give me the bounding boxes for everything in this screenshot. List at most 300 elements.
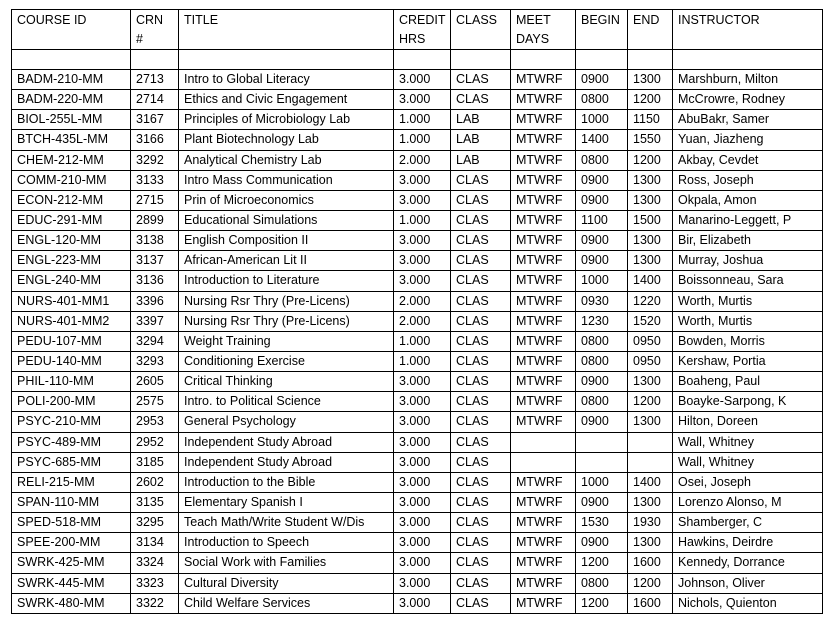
cell-class: CLAS xyxy=(451,372,511,392)
cell-crn: 3293 xyxy=(131,351,179,371)
cell-class: CLAS xyxy=(451,472,511,492)
cell-title: Nursing Rsr Thry (Pre-Licens) xyxy=(179,291,394,311)
cell-credit-hrs: 1.000 xyxy=(394,210,451,230)
table-row xyxy=(12,90,823,110)
cell-crn: 3324 xyxy=(131,553,179,573)
cell-class: CLAS xyxy=(451,351,511,371)
cell-crn: 2899 xyxy=(131,210,179,230)
cell-crn: 3167 xyxy=(131,110,179,130)
cell-end: 1200 xyxy=(628,392,673,412)
cell-meet-days: MTWRF xyxy=(511,170,576,190)
cell-title: Social Work with Families xyxy=(179,553,394,573)
cell-title: Nursing Rsr Thry (Pre-Licens) xyxy=(179,311,394,331)
cell-instructor: Hawkins, Deirdre xyxy=(673,533,823,553)
cell-class: CLAS xyxy=(451,271,511,291)
cell-title: Cultural Diversity xyxy=(179,573,394,593)
cell-credit-hrs: 2.000 xyxy=(394,291,451,311)
cell-instructor: Kershaw, Portia xyxy=(673,351,823,371)
cell-title: Critical Thinking xyxy=(179,372,394,392)
cell-meet-days: MTWRF xyxy=(511,231,576,251)
cell-instructor: Murray, Joshua xyxy=(673,251,823,271)
cell-title: Prin of Microeconomics xyxy=(179,190,394,210)
column-header-line1: BEGIN xyxy=(581,13,620,27)
table-row xyxy=(12,291,823,311)
empty-cell xyxy=(451,50,511,70)
cell-meet-days xyxy=(511,432,576,452)
cell-title: Teach Math/Write Student W/Dis xyxy=(179,513,394,533)
cell-title: Plant Biotechnology Lab xyxy=(179,130,394,150)
cell-class: CLAS xyxy=(451,553,511,573)
cell-begin: 1530 xyxy=(576,513,628,533)
cell-meet-days: MTWRF xyxy=(511,372,576,392)
cell-begin: 0900 xyxy=(576,533,628,553)
cell-title: Intro. to Political Science xyxy=(179,392,394,412)
cell-instructor: Worth, Murtis xyxy=(673,311,823,331)
cell-credit-hrs: 3.000 xyxy=(394,412,451,432)
table-row xyxy=(12,170,823,190)
cell-class: CLAS xyxy=(451,492,511,512)
cell-begin: 0900 xyxy=(576,170,628,190)
cell-end: 1500 xyxy=(628,210,673,230)
column-header-instructor xyxy=(673,10,823,50)
cell-class: CLAS xyxy=(451,210,511,230)
cell-meet-days: MTWRF xyxy=(511,593,576,613)
cell-crn: 3138 xyxy=(131,231,179,251)
cell-begin: 1200 xyxy=(576,553,628,573)
cell-credit-hrs: 2.000 xyxy=(394,311,451,331)
course-schedule-table xyxy=(11,9,823,614)
cell-credit-hrs: 3.000 xyxy=(394,372,451,392)
cell-course-id: ENGL-120-MM xyxy=(12,231,131,251)
cell-title: Independent Study Abroad xyxy=(179,432,394,452)
cell-title: Introduction to Literature xyxy=(179,271,394,291)
empty-cell xyxy=(673,50,823,70)
cell-course-id: SPED-518-MM xyxy=(12,513,131,533)
table-row xyxy=(12,533,823,553)
cell-course-id: EDUC-291-MM xyxy=(12,210,131,230)
table-row xyxy=(12,210,823,230)
cell-credit-hrs: 3.000 xyxy=(394,472,451,492)
header-row xyxy=(12,10,823,50)
cell-credit-hrs: 1.000 xyxy=(394,110,451,130)
cell-course-id: PEDU-140-MM xyxy=(12,351,131,371)
cell-instructor: Lorenzo Alonso, M xyxy=(673,492,823,512)
cell-begin: 1000 xyxy=(576,110,628,130)
cell-begin: 0900 xyxy=(576,190,628,210)
cell-end: 1600 xyxy=(628,593,673,613)
cell-credit-hrs: 3.000 xyxy=(394,90,451,110)
table-row xyxy=(12,271,823,291)
cell-crn: 3135 xyxy=(131,492,179,512)
cell-crn: 2575 xyxy=(131,392,179,412)
table-row xyxy=(12,452,823,472)
table-row xyxy=(12,372,823,392)
cell-crn: 3166 xyxy=(131,130,179,150)
cell-title: Intro Mass Communication xyxy=(179,170,394,190)
cell-course-id: BADM-210-MM xyxy=(12,70,131,90)
cell-credit-hrs: 3.000 xyxy=(394,533,451,553)
cell-begin: 0800 xyxy=(576,351,628,371)
cell-instructor: Shamberger, C xyxy=(673,513,823,533)
cell-credit-hrs: 3.000 xyxy=(394,432,451,452)
cell-course-id: CHEM-212-MM xyxy=(12,150,131,170)
cell-begin: 0900 xyxy=(576,70,628,90)
cell-end: 1300 xyxy=(628,533,673,553)
column-header-line2: DAYS xyxy=(516,32,550,46)
cell-end: 1600 xyxy=(628,553,673,573)
cell-end: 1200 xyxy=(628,573,673,593)
cell-meet-days: MTWRF xyxy=(511,210,576,230)
cell-crn: 3396 xyxy=(131,291,179,311)
table-body xyxy=(12,50,823,614)
cell-instructor: Ross, Joseph xyxy=(673,170,823,190)
cell-course-id: SPEE-200-MM xyxy=(12,533,131,553)
empty-cell xyxy=(576,50,628,70)
column-header-credit-hrs xyxy=(394,10,451,50)
cell-meet-days: MTWRF xyxy=(511,513,576,533)
cell-crn: 3134 xyxy=(131,533,179,553)
cell-end: 1150 xyxy=(628,110,673,130)
cell-course-id: BTCH-435L-MM xyxy=(12,130,131,150)
table-row xyxy=(12,432,823,452)
cell-class: CLAS xyxy=(451,593,511,613)
cell-title: General Psychology xyxy=(179,412,394,432)
cell-instructor: Osei, Joseph xyxy=(673,472,823,492)
table-row xyxy=(12,110,823,130)
cell-title: Intro to Global Literacy xyxy=(179,70,394,90)
cell-class: LAB xyxy=(451,130,511,150)
cell-course-id: PSYC-210-MM xyxy=(12,412,131,432)
cell-instructor: Wall, Whitney xyxy=(673,452,823,472)
cell-instructor: Marshburn, Milton xyxy=(673,70,823,90)
cell-meet-days: MTWRF xyxy=(511,110,576,130)
cell-end: 1300 xyxy=(628,251,673,271)
table-row xyxy=(12,251,823,271)
cell-crn: 2605 xyxy=(131,372,179,392)
column-header-line1: COURSE ID xyxy=(17,13,87,27)
cell-crn: 3133 xyxy=(131,170,179,190)
cell-crn: 2715 xyxy=(131,190,179,210)
cell-title: African-American Lit II xyxy=(179,251,394,271)
column-header-end xyxy=(628,10,673,50)
cell-begin: 1000 xyxy=(576,271,628,291)
column-header-line1: INSTRUCTOR xyxy=(678,13,760,27)
cell-title: Educational Simulations xyxy=(179,210,394,230)
cell-credit-hrs: 3.000 xyxy=(394,231,451,251)
column-header-crn xyxy=(131,10,179,50)
cell-begin: 0800 xyxy=(576,331,628,351)
cell-course-id: SWRK-445-MM xyxy=(12,573,131,593)
cell-course-id: NURS-401-MM2 xyxy=(12,311,131,331)
column-header-line1: CRN xyxy=(136,13,164,27)
cell-instructor: Boaheng, Paul xyxy=(673,372,823,392)
cell-course-id: ECON-212-MM xyxy=(12,190,131,210)
cell-instructor: Kennedy, Dorrance xyxy=(673,553,823,573)
cell-begin: 0800 xyxy=(576,573,628,593)
cell-class: CLAS xyxy=(451,392,511,412)
cell-course-id: SPAN-110-MM xyxy=(12,492,131,512)
cell-course-id: POLI-200-MM xyxy=(12,392,131,412)
cell-meet-days: MTWRF xyxy=(511,392,576,412)
table-row xyxy=(12,492,823,512)
cell-crn: 2952 xyxy=(131,432,179,452)
cell-instructor: Bowden, Morris xyxy=(673,331,823,351)
cell-credit-hrs: 3.000 xyxy=(394,573,451,593)
cell-meet-days: MTWRF xyxy=(511,70,576,90)
cell-meet-days: MTWRF xyxy=(511,331,576,351)
cell-meet-days: MTWRF xyxy=(511,90,576,110)
cell-credit-hrs: 1.000 xyxy=(394,130,451,150)
cell-class: CLAS xyxy=(451,331,511,351)
empty-cell xyxy=(179,50,394,70)
cell-course-id: NURS-401-MM1 xyxy=(12,291,131,311)
cell-instructor: AbuBakr, Samer xyxy=(673,110,823,130)
cell-meet-days: MTWRF xyxy=(511,472,576,492)
cell-instructor: Worth, Murtis xyxy=(673,291,823,311)
empty-cell xyxy=(628,50,673,70)
cell-credit-hrs: 3.000 xyxy=(394,392,451,412)
cell-crn: 3295 xyxy=(131,513,179,533)
cell-begin: 0900 xyxy=(576,372,628,392)
cell-end: 1200 xyxy=(628,90,673,110)
cell-crn: 2953 xyxy=(131,412,179,432)
cell-instructor: Bir, Elizabeth xyxy=(673,231,823,251)
cell-end xyxy=(628,432,673,452)
cell-credit-hrs: 3.000 xyxy=(394,452,451,472)
cell-title: Child Welfare Services xyxy=(179,593,394,613)
cell-meet-days: MTWRF xyxy=(511,130,576,150)
cell-end: 1220 xyxy=(628,291,673,311)
cell-crn: 3137 xyxy=(131,251,179,271)
cell-title: Introduction to Speech xyxy=(179,533,394,553)
cell-credit-hrs: 1.000 xyxy=(394,351,451,371)
cell-credit-hrs: 3.000 xyxy=(394,70,451,90)
cell-crn: 3323 xyxy=(131,573,179,593)
cell-instructor: Yuan, Jiazheng xyxy=(673,130,823,150)
cell-meet-days: MTWRF xyxy=(511,150,576,170)
column-header-course-id xyxy=(12,10,131,50)
cell-instructor: Wall, Whitney xyxy=(673,432,823,452)
table-row xyxy=(12,190,823,210)
cell-class: CLAS xyxy=(451,412,511,432)
cell-course-id: BIOL-255L-MM xyxy=(12,110,131,130)
cell-meet-days: MTWRF xyxy=(511,553,576,573)
cell-class: CLAS xyxy=(451,573,511,593)
cell-instructor: Nichols, Quienton xyxy=(673,593,823,613)
table-row xyxy=(12,472,823,492)
cell-crn: 2714 xyxy=(131,90,179,110)
cell-class: CLAS xyxy=(451,513,511,533)
cell-credit-hrs: 3.000 xyxy=(394,492,451,512)
table-row xyxy=(12,392,823,412)
cell-course-id: SWRK-480-MM xyxy=(12,593,131,613)
table-row xyxy=(12,351,823,371)
column-header-line1: TITLE xyxy=(184,13,219,27)
table-row xyxy=(12,70,823,90)
cell-course-id: ENGL-223-MM xyxy=(12,251,131,271)
cell-begin: 0900 xyxy=(576,231,628,251)
cell-credit-hrs: 3.000 xyxy=(394,251,451,271)
cell-crn: 3185 xyxy=(131,452,179,472)
cell-instructor: Hilton, Doreen xyxy=(673,412,823,432)
cell-credit-hrs: 1.000 xyxy=(394,331,451,351)
cell-course-id: SWRK-425-MM xyxy=(12,553,131,573)
cell-crn: 2713 xyxy=(131,70,179,90)
cell-begin: 0800 xyxy=(576,90,628,110)
cell-end: 1930 xyxy=(628,513,673,533)
column-header-line2: # xyxy=(136,32,143,46)
table-row xyxy=(12,593,823,613)
cell-end: 1300 xyxy=(628,170,673,190)
cell-credit-hrs: 3.000 xyxy=(394,271,451,291)
column-header-class xyxy=(451,10,511,50)
cell-begin xyxy=(576,432,628,452)
spacer-row xyxy=(12,50,823,70)
cell-credit-hrs: 3.000 xyxy=(394,513,451,533)
cell-class: LAB xyxy=(451,110,511,130)
cell-begin: 1000 xyxy=(576,472,628,492)
cell-instructor: McCrowre, Rodney xyxy=(673,90,823,110)
cell-course-id: PHIL-110-MM xyxy=(12,372,131,392)
table-row xyxy=(12,130,823,150)
cell-course-id: PEDU-107-MM xyxy=(12,331,131,351)
cell-instructor: Akbay, Cevdet xyxy=(673,150,823,170)
cell-title: English Composition II xyxy=(179,231,394,251)
column-header-meet-days xyxy=(511,10,576,50)
column-header-line1: MEET xyxy=(516,13,551,27)
cell-course-id: RELI-215-MM xyxy=(12,472,131,492)
cell-class: CLAS xyxy=(451,231,511,251)
cell-end: 1300 xyxy=(628,412,673,432)
cell-end: 1550 xyxy=(628,130,673,150)
cell-begin: 1230 xyxy=(576,311,628,331)
cell-title: Independent Study Abroad xyxy=(179,452,394,472)
cell-meet-days: MTWRF xyxy=(511,291,576,311)
cell-crn: 3397 xyxy=(131,311,179,331)
column-header-begin xyxy=(576,10,628,50)
cell-title: Principles of Microbiology Lab xyxy=(179,110,394,130)
cell-class: LAB xyxy=(451,150,511,170)
cell-class: CLAS xyxy=(451,311,511,331)
cell-end: 0950 xyxy=(628,331,673,351)
table-row xyxy=(12,573,823,593)
empty-cell xyxy=(394,50,451,70)
cell-crn: 3294 xyxy=(131,331,179,351)
cell-meet-days: MTWRF xyxy=(511,533,576,553)
cell-credit-hrs: 2.000 xyxy=(394,150,451,170)
cell-begin: 1200 xyxy=(576,593,628,613)
cell-instructor: Manarino-Leggett, P xyxy=(673,210,823,230)
cell-crn: 2602 xyxy=(131,472,179,492)
table-row xyxy=(12,311,823,331)
table-row xyxy=(12,553,823,573)
table-row xyxy=(12,412,823,432)
table-header xyxy=(12,10,823,50)
cell-end: 1300 xyxy=(628,231,673,251)
cell-begin xyxy=(576,452,628,472)
cell-course-id: COMM-210-MM xyxy=(12,170,131,190)
cell-crn: 3136 xyxy=(131,271,179,291)
cell-end xyxy=(628,452,673,472)
cell-class: CLAS xyxy=(451,90,511,110)
empty-cell xyxy=(131,50,179,70)
cell-begin: 0900 xyxy=(576,492,628,512)
cell-begin: 1100 xyxy=(576,210,628,230)
cell-end: 0950 xyxy=(628,351,673,371)
cell-instructor: Boayke-Sarpong, K xyxy=(673,392,823,412)
column-header-title xyxy=(179,10,394,50)
cell-credit-hrs: 3.000 xyxy=(394,553,451,573)
cell-meet-days: MTWRF xyxy=(511,271,576,291)
cell-title: Introduction to the Bible xyxy=(179,472,394,492)
cell-instructor: Okpala, Amon xyxy=(673,190,823,210)
cell-instructor: Boissonneau, Sara xyxy=(673,271,823,291)
cell-meet-days: MTWRF xyxy=(511,351,576,371)
cell-title: Analytical Chemistry Lab xyxy=(179,150,394,170)
cell-course-id: PSYC-685-MM xyxy=(12,452,131,472)
cell-title: Conditioning Exercise xyxy=(179,351,394,371)
cell-course-id: PSYC-489-MM xyxy=(12,432,131,452)
column-header-line1: CREDIT xyxy=(399,13,446,27)
cell-end: 1300 xyxy=(628,70,673,90)
cell-end: 1400 xyxy=(628,271,673,291)
table-row xyxy=(12,150,823,170)
cell-course-id: BADM-220-MM xyxy=(12,90,131,110)
empty-cell xyxy=(12,50,131,70)
cell-begin: 0800 xyxy=(576,150,628,170)
cell-end: 1300 xyxy=(628,190,673,210)
cell-class: CLAS xyxy=(451,291,511,311)
cell-meet-days: MTWRF xyxy=(511,311,576,331)
cell-end: 1520 xyxy=(628,311,673,331)
cell-class: CLAS xyxy=(451,452,511,472)
cell-begin: 1400 xyxy=(576,130,628,150)
cell-meet-days: MTWRF xyxy=(511,492,576,512)
cell-begin: 0930 xyxy=(576,291,628,311)
cell-class: CLAS xyxy=(451,70,511,90)
cell-class: CLAS xyxy=(451,251,511,271)
cell-end: 1400 xyxy=(628,472,673,492)
column-header-line1: END xyxy=(633,13,660,27)
cell-class: CLAS xyxy=(451,432,511,452)
column-header-line2: HRS xyxy=(399,32,426,46)
cell-begin: 0900 xyxy=(576,412,628,432)
cell-end: 1300 xyxy=(628,492,673,512)
cell-meet-days xyxy=(511,452,576,472)
cell-credit-hrs: 3.000 xyxy=(394,190,451,210)
cell-credit-hrs: 3.000 xyxy=(394,593,451,613)
cell-title: Ethics and Civic Engagement xyxy=(179,90,394,110)
cell-class: CLAS xyxy=(451,533,511,553)
cell-meet-days: MTWRF xyxy=(511,412,576,432)
cell-meet-days: MTWRF xyxy=(511,251,576,271)
cell-class: CLAS xyxy=(451,190,511,210)
cell-title: Elementary Spanish I xyxy=(179,492,394,512)
cell-title: Weight Training xyxy=(179,331,394,351)
cell-begin: 0800 xyxy=(576,392,628,412)
cell-crn: 3292 xyxy=(131,150,179,170)
cell-meet-days: MTWRF xyxy=(511,573,576,593)
cell-end: 1300 xyxy=(628,372,673,392)
cell-course-id: ENGL-240-MM xyxy=(12,271,131,291)
empty-cell xyxy=(511,50,576,70)
cell-meet-days: MTWRF xyxy=(511,190,576,210)
table-row xyxy=(12,513,823,533)
column-header-line1: CLASS xyxy=(456,13,497,27)
table-row xyxy=(12,331,823,351)
cell-credit-hrs: 3.000 xyxy=(394,170,451,190)
table-row xyxy=(12,231,823,251)
